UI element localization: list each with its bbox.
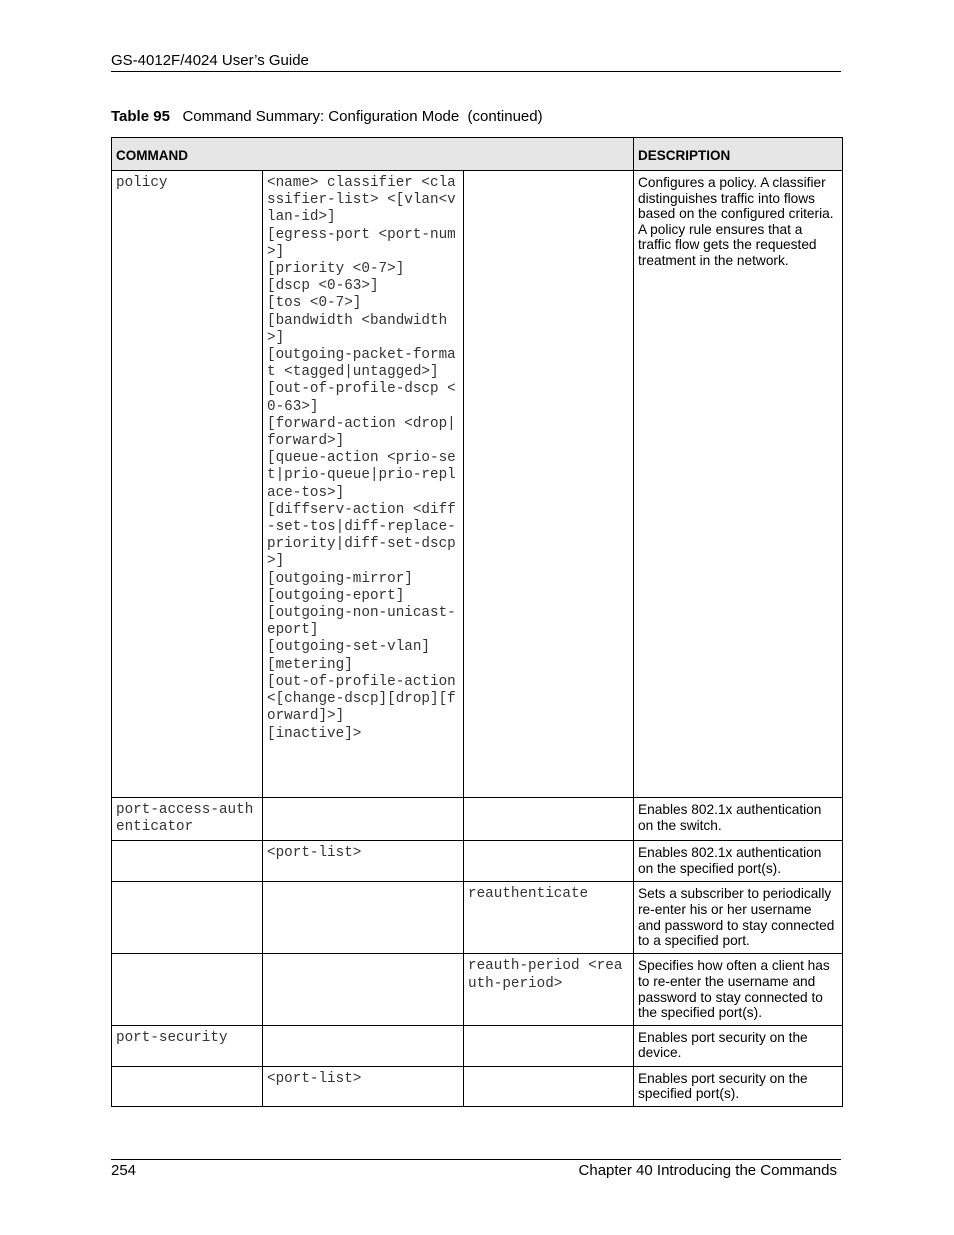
argument-cell bbox=[263, 954, 464, 1025]
description-cell: Sets a subscriber to periodically re-enter his or her username and password to stay connected to a specified port. bbox=[634, 882, 843, 954]
subcommand-cell bbox=[464, 841, 634, 882]
table-caption bbox=[111, 108, 543, 125]
description-cell: Enables 802.1x authentication on the specified port(s). bbox=[634, 841, 843, 882]
header-divider bbox=[111, 71, 841, 72]
command-cell: port-access-authenticator bbox=[112, 798, 263, 841]
argument-cell: <name> classifier <classifier-list> <[vlan<vlan-id>] [egress-port <port-num>] [priority <0-7>] [dscp <0-63>] [tos <0-7>] [bandwidth <bandwidth>] [outgoing-packet-format <tagged|untagged>] [out-of-profile-dscp <0-63>] [forward-action <drop|forward>] [queue-action <prio-set|prio-queue|prio-replace-tos>] [diffserv-action <diff-set-tos|diff-replace-priority|diff-set-dscp>] [outgoing-mirror] [outgoing-eport] [outgoing-non-unicast-eport] [outgoing-set-vlan] [metering] [out-of-profile-action <[change-dscp][drop][forward]>] [inactive]> bbox=[263, 171, 464, 798]
command-cell bbox=[112, 841, 263, 882]
table-caption-text: Command Summary: Configuration Mode (continued) bbox=[182, 108, 543, 125]
description-cell: Enables port security on the specified port(s). bbox=[634, 1066, 843, 1106]
command-cell bbox=[112, 954, 263, 1025]
command-summary-table bbox=[111, 137, 843, 1107]
argument-cell: <port-list> bbox=[263, 1066, 464, 1106]
subcommand-cell: reauthenticate bbox=[464, 882, 634, 954]
argument-cell bbox=[263, 882, 464, 954]
table-caption-label: Table 95 bbox=[111, 108, 170, 125]
table-row bbox=[112, 1025, 843, 1066]
table-row bbox=[112, 171, 843, 798]
command-cell: port-security bbox=[112, 1025, 263, 1066]
description-cell: Enables port security on the device. bbox=[634, 1025, 843, 1066]
subcommand-cell bbox=[464, 798, 634, 841]
command-cell bbox=[112, 882, 263, 954]
subcommand-cell bbox=[464, 1066, 634, 1106]
subcommand-cell: reauth-period <reauth-period> bbox=[464, 954, 634, 1025]
table-row bbox=[112, 841, 843, 882]
page-header-title: GS-4012F/4024 User’s Guide bbox=[111, 52, 309, 69]
argument-cell: <port-list> bbox=[263, 841, 464, 882]
description-cell: Specifies how often a client has to re-enter the username and password to stay connected to the specified port(s). bbox=[634, 954, 843, 1025]
column-header-description: DESCRIPTION bbox=[634, 138, 843, 171]
table-row bbox=[112, 882, 843, 954]
argument-cell bbox=[263, 798, 464, 841]
table-row bbox=[112, 954, 843, 1025]
command-cell: policy bbox=[112, 171, 263, 798]
chapter-title: Chapter 40 Introducing the Commands bbox=[578, 1162, 837, 1179]
table-row bbox=[112, 1066, 843, 1106]
column-header-command: COMMAND bbox=[112, 138, 634, 171]
command-cell bbox=[112, 1066, 263, 1106]
page-number: 254 bbox=[111, 1162, 137, 1179]
description-cell: Configures a policy. A classifier distinguishes traffic into flows based on the configured criteria. A policy rule ensures that a traffic flow gets the requested treatment in the network. bbox=[634, 171, 843, 798]
footer-divider bbox=[111, 1159, 841, 1160]
table-header-row bbox=[112, 138, 843, 171]
subcommand-cell bbox=[464, 1025, 634, 1066]
description-cell: Enables 802.1x authentication on the switch. bbox=[634, 798, 843, 841]
argument-cell bbox=[263, 1025, 464, 1066]
subcommand-cell bbox=[464, 171, 634, 798]
table-row bbox=[112, 798, 843, 841]
